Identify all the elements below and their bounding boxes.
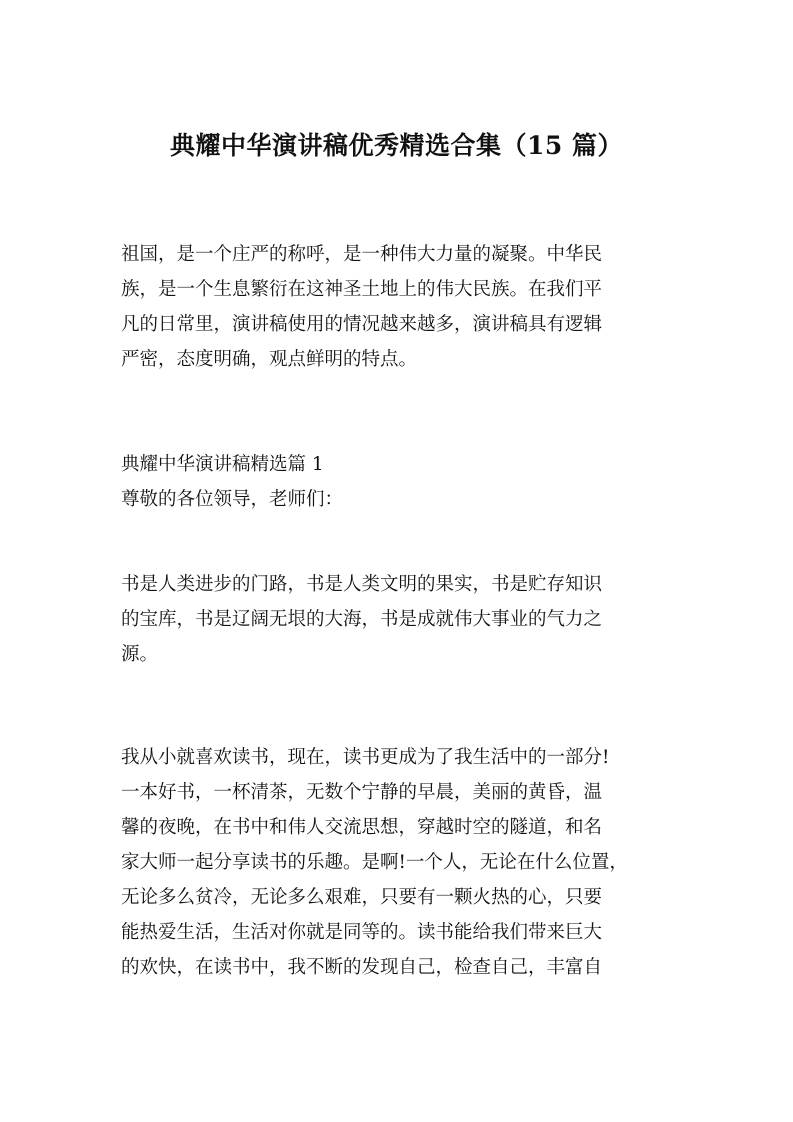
intro-line: 严密，态度明确，观点鲜明的特点。: [121, 349, 418, 370]
paragraph-line: 馨的夜晚，在书中和伟人交流思想，穿越时空的隧道，和名: [121, 817, 603, 838]
paragraph-line: 源。: [121, 644, 159, 665]
paragraph-2: [121, 740, 674, 985]
intro-paragraph: [121, 237, 674, 377]
paragraph-line: 的宝库，书是辽阔无垠的大海，书是成就伟大事业的气力之: [121, 609, 603, 630]
intro-line: 族，是一个生息繁衍在这神圣土地上的伟大民族。在我们平: [121, 279, 603, 300]
salutation: 尊敬的各位领导，老师们：: [121, 489, 344, 510]
paragraph-line: 我从小就喜欢读书，现在，读书更成为了我生活中的一部分!: [121, 747, 610, 768]
paragraph-1: [121, 567, 674, 672]
section-title: 典耀中华演讲稿精选篇 1: [121, 454, 324, 475]
paragraph-line: 家大师一起分享读书的乐趣。是啊!一个人，无论在什么位置，: [121, 852, 628, 873]
paragraph-line: 的欢快，在读书中，我不断的发现自己，检查自己，丰富自: [121, 957, 603, 978]
paragraph-line: 能热爱生活，生活对你就是同等的。读书能给我们带来巨大: [121, 922, 603, 943]
paragraph-line: 一本好书，一杯清茶，无数个宁静的早晨，美丽的黄昏，温: [121, 782, 603, 803]
intro-line: 凡的日常里，演讲稿使用的情况越来越多，演讲稿具有逻辑: [121, 314, 603, 335]
document-title: 典耀中华演讲稿优秀精选合集（15 篇）: [170, 131, 623, 160]
paragraph-line: 书是人类进步的门路，书是人类文明的果实，书是贮存知识: [121, 574, 603, 595]
section-header: [121, 447, 674, 517]
paragraph-line: 无论多么贫冷，无论多么艰难，只要有一颗火热的心，只要: [121, 887, 603, 908]
intro-line: 祖国，是一个庄严的称呼，是一种伟大力量的凝聚。中华民: [121, 244, 603, 265]
